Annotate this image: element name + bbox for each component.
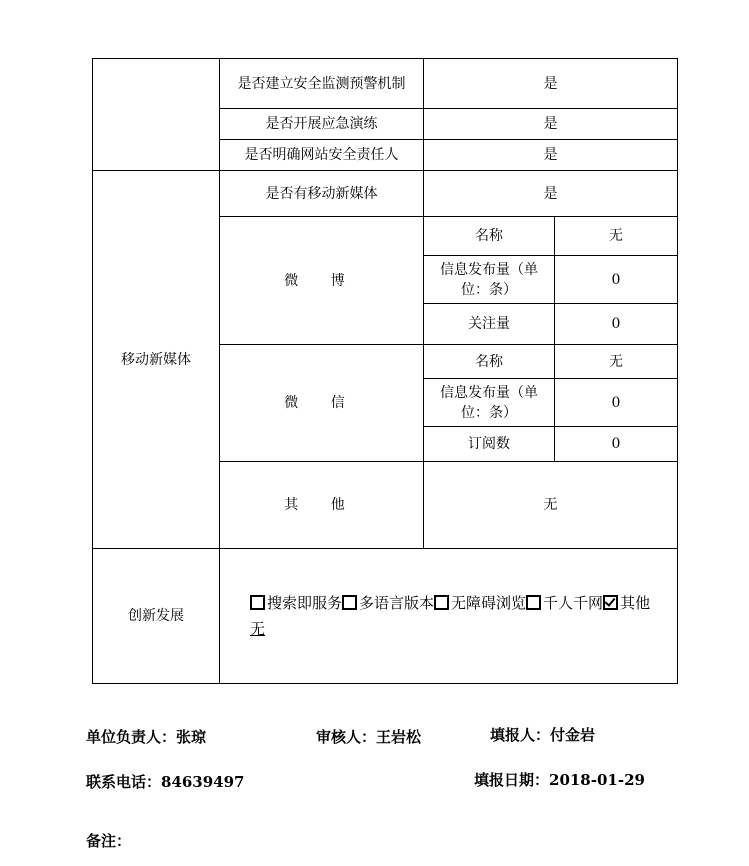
weixin-subscribers-label: 订阅数 — [424, 427, 555, 462]
weibo-followers-value: 0 — [555, 304, 678, 345]
checkbox-icon[interactable] — [434, 595, 449, 610]
weibo-name-value: 无 — [555, 217, 678, 256]
reviewer: 审核人：王岩松 — [316, 728, 422, 746]
other-media-value: 无 — [424, 462, 678, 549]
weixin-posts-label: 信息发布量（单位：条） — [424, 379, 555, 427]
weibo-followers-label: 关注量 — [424, 304, 555, 345]
blank-section-cell — [93, 59, 220, 171]
option-label: 千人千网 — [543, 593, 604, 612]
innovation-options — [250, 593, 677, 616]
report-table — [92, 58, 678, 684]
option-label: 其他 — [620, 593, 651, 612]
security-warning-label: 是否建立安全监测预警机制 — [220, 59, 424, 109]
option-multilingual[interactable] — [342, 593, 434, 613]
weibo-name-label: 名称 — [424, 217, 555, 256]
weixin-posts-value: 0 — [555, 379, 678, 427]
checked-checkbox-icon[interactable] — [603, 595, 618, 610]
other-media-label: 其 他 — [220, 462, 424, 549]
security-warning-value: 是 — [424, 59, 678, 109]
mobile-media-section-label: 移动新媒体 — [93, 171, 220, 549]
option-label: 无障碍浏览 — [451, 593, 527, 612]
option-other[interactable] — [603, 593, 650, 613]
checkbox-icon[interactable] — [250, 595, 265, 610]
weibo-posts-label: 信息发布量（单位：条） — [424, 256, 555, 304]
checkbox-icon[interactable] — [526, 595, 541, 610]
weixin-label: 微 信 — [220, 345, 424, 462]
emergency-drill-value: 是 — [424, 109, 678, 140]
remarks-label: 备注： — [86, 832, 132, 850]
weixin-name-value: 无 — [555, 345, 678, 379]
option-label: 多语言版本 — [359, 593, 435, 612]
checkbox-icon[interactable] — [342, 595, 357, 610]
unit-leader: 单位负责人：张琼 — [86, 728, 207, 746]
innovation-options-cell — [220, 549, 678, 684]
weixin-name-label: 名称 — [424, 345, 555, 379]
has-mobile-media-label: 是否有移动新媒体 — [220, 171, 424, 217]
innovation-label: 创新发展 — [93, 549, 220, 684]
weibo-posts-value: 0 — [555, 256, 678, 304]
has-mobile-media-value: 是 — [424, 171, 678, 217]
contact-phone: 联系电话：84639497 — [86, 773, 245, 791]
option-accessibility[interactable] — [434, 593, 526, 613]
option-search-service[interactable] — [250, 593, 342, 613]
other-description: 无 — [250, 620, 266, 639]
option-personalized[interactable] — [526, 593, 603, 613]
security-owner-value: 是 — [424, 140, 678, 171]
security-owner-label: 是否明确网站安全责任人 — [220, 140, 424, 171]
option-label: 搜索即服务 — [267, 593, 343, 612]
emergency-drill-label: 是否开展应急演练 — [220, 109, 424, 140]
weixin-subscribers-value: 0 — [555, 427, 678, 462]
weibo-label: 微 博 — [220, 217, 424, 345]
filler: 填报人：付金岩 — [490, 726, 596, 744]
fill-date: 填报日期：2018-01-29 — [474, 771, 645, 789]
